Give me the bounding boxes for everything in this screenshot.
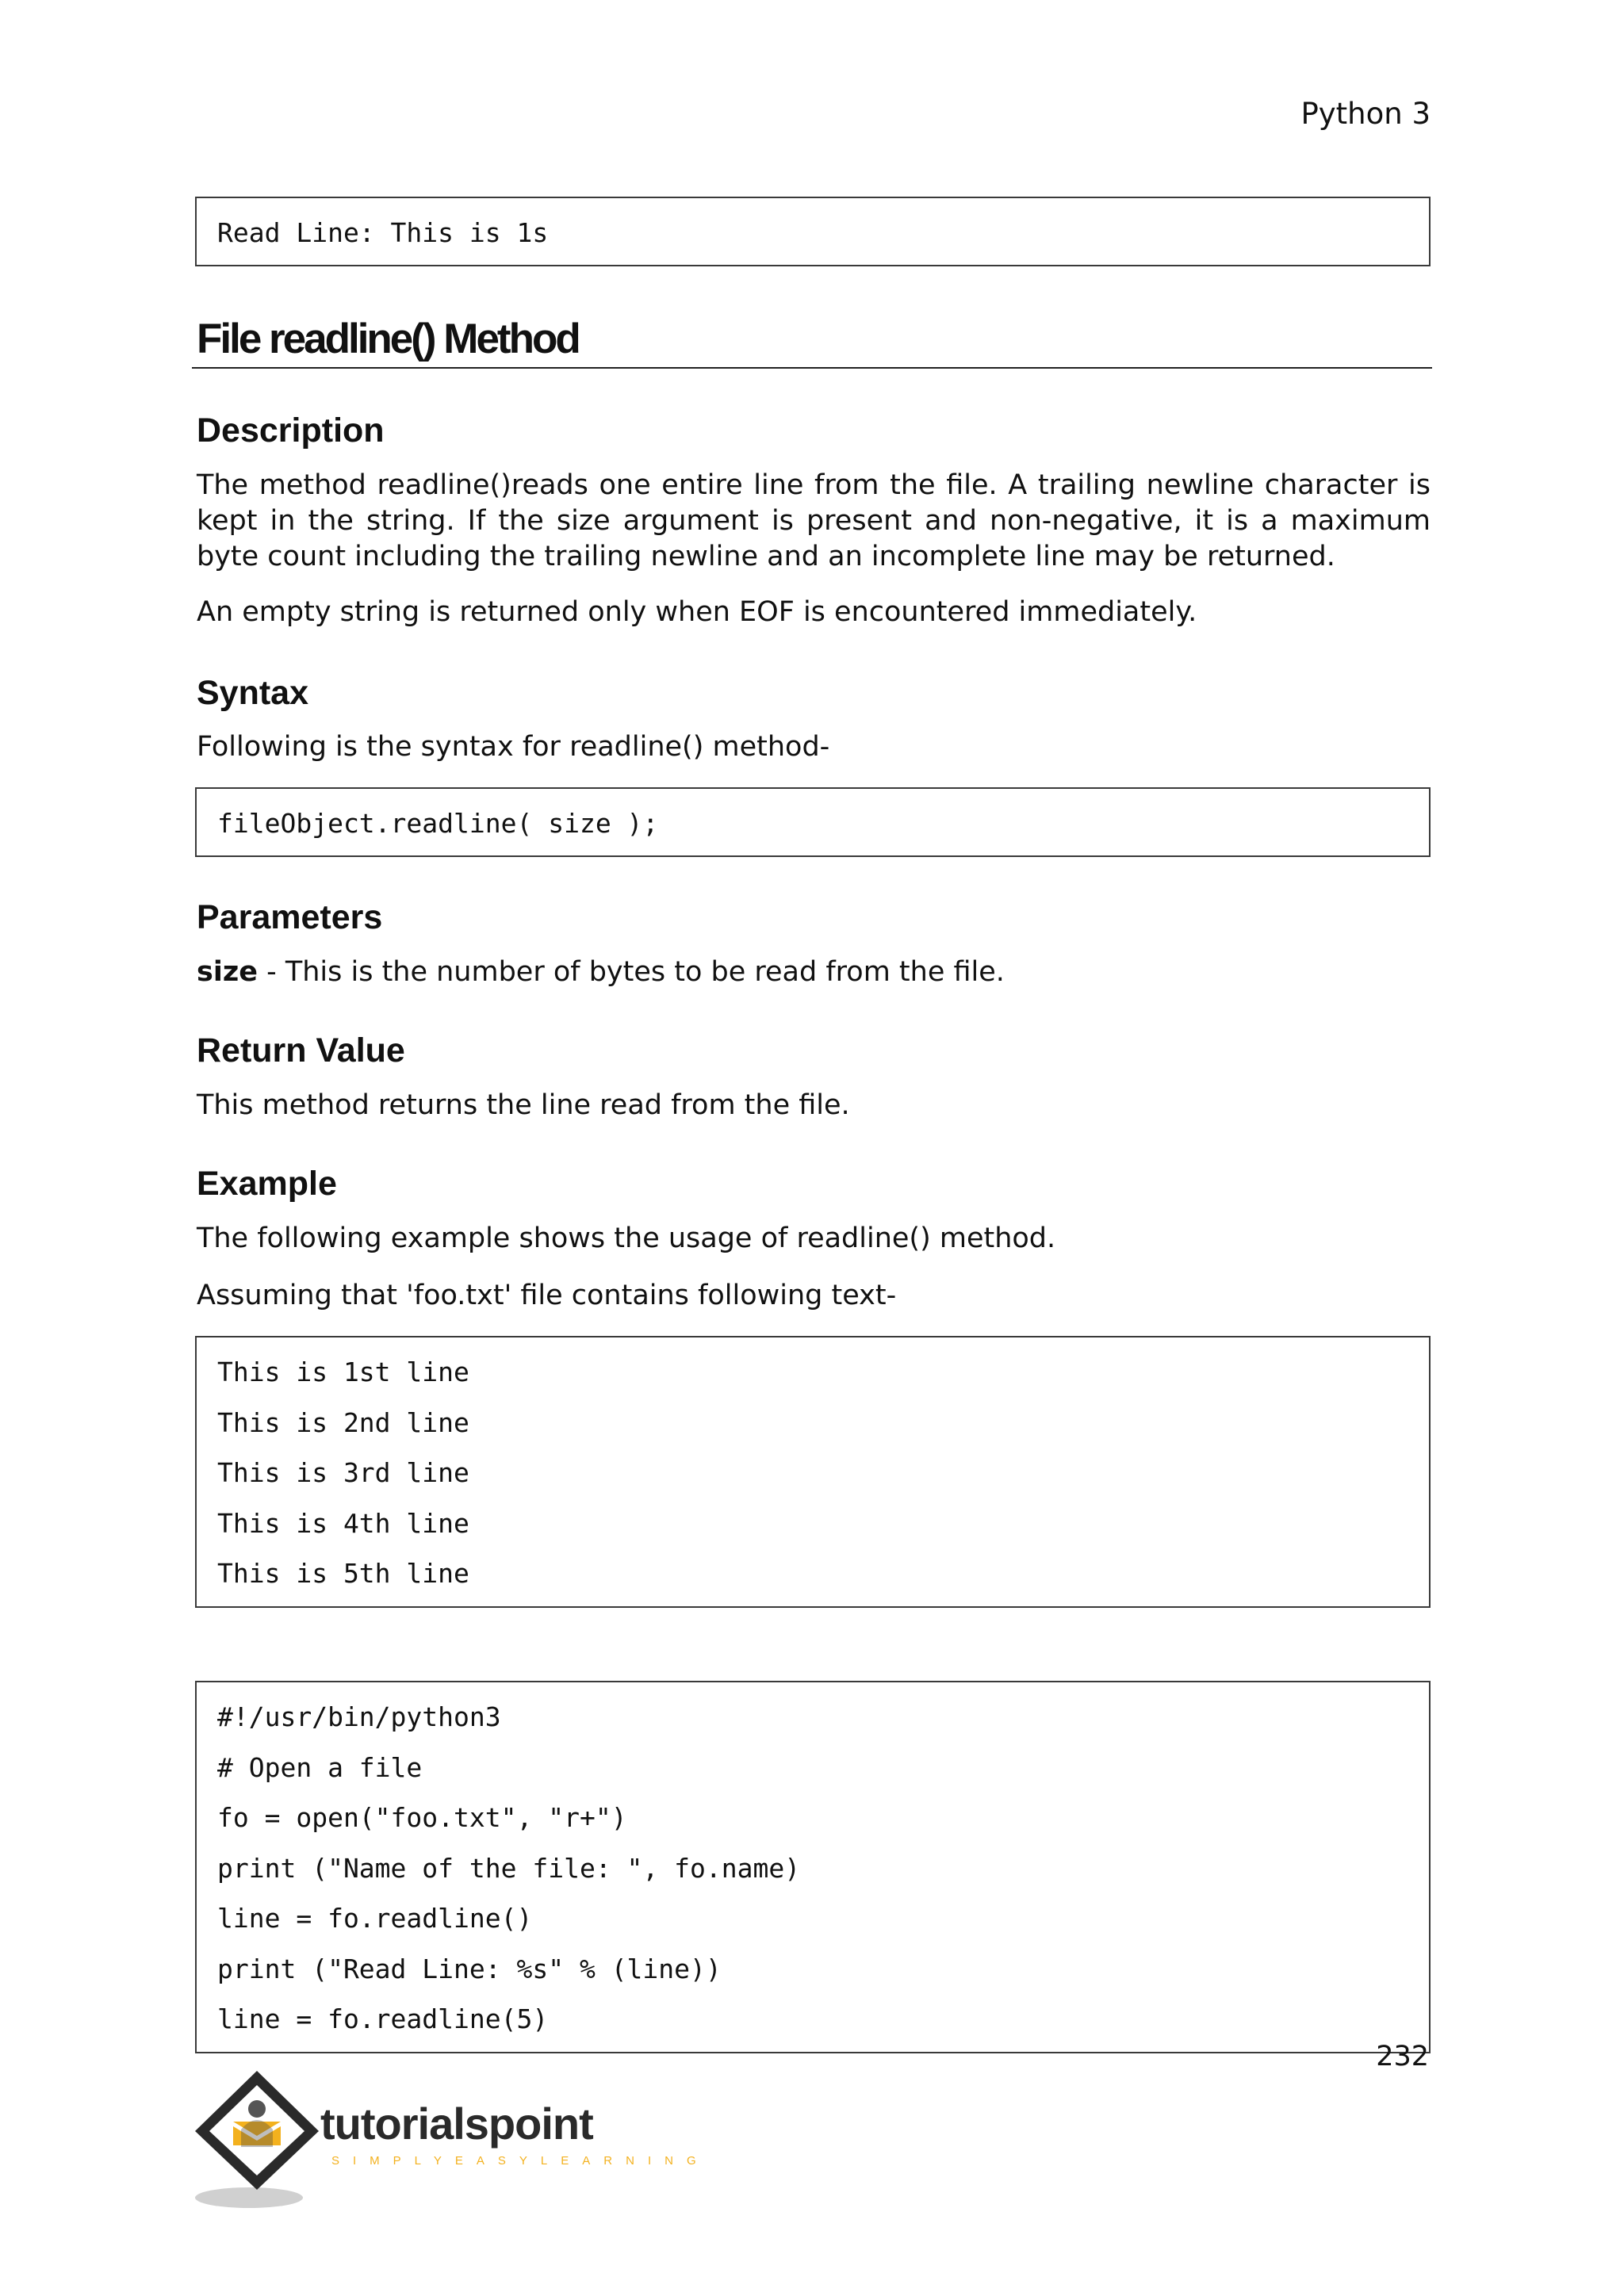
- code-line: line = fo.readline(): [217, 1903, 533, 1934]
- logo-shadow: [195, 2187, 303, 2208]
- page-number: 232: [1376, 2041, 1429, 2072]
- tutorialspoint-logo: [193, 2069, 710, 2212]
- file-contents-block: [195, 1336, 1431, 1608]
- syntax-heading: Syntax: [197, 674, 309, 712]
- code-line: # Open a file: [217, 1752, 423, 1783]
- example-intro-1: The following example shows the usage of readline() method.: [197, 1223, 1056, 1254]
- section-title: File readline() Method: [197, 316, 579, 362]
- description-para-1: The method readline()reads one entire line from the file. A trailing newline character is kept in the string. If the size argument is present and non-negative, it is a maximum byte count including the trailing newline and an incomplete line may be returned.: [197, 469, 1431, 572]
- file-line: This is 5th line: [217, 1558, 469, 1589]
- syntax-code-block: [195, 787, 1431, 857]
- logo-brand: tutorialspoint: [320, 2099, 593, 2149]
- file-line: This is 4th line: [217, 1508, 469, 1539]
- header-title: Python 3: [1300, 97, 1431, 131]
- diamond-icon: [195, 2071, 319, 2190]
- file-line: This is 2nd line: [217, 1407, 469, 1438]
- code-line: #!/usr/bin/python3: [217, 1701, 501, 1732]
- syntax-intro: Following is the syntax for readline() method-: [197, 731, 830, 763]
- code-line: Read Line: This is 1s: [217, 217, 549, 248]
- section-rule: [192, 367, 1432, 369]
- file-line: This is 1st line: [217, 1357, 469, 1387]
- code-line: print ("Name of the file: ", fo.name): [217, 1853, 801, 1884]
- example-intro-2: Assuming that 'foo.txt' file contains following text-: [197, 1280, 897, 1311]
- parameter-description: - This is the number of bytes to be read from the file.: [257, 956, 1005, 988]
- file-line: This is 3rd line: [217, 1457, 469, 1488]
- return-value-heading: Return Value: [197, 1031, 405, 1070]
- parameters-heading: Parameters: [197, 898, 383, 936]
- return-value-text: This method returns the line read from the file.: [197, 1089, 850, 1121]
- code-line: fileObject.readline( size );: [217, 808, 659, 839]
- parameter-name: size: [197, 956, 258, 988]
- top-code-block: [195, 197, 1431, 266]
- parameters-text: [197, 955, 1431, 990]
- code-line: fo = open("foo.txt", "r+"): [217, 1802, 627, 1833]
- logo-tagline: SIMPLYEASYLEARNING: [331, 2154, 710, 2168]
- description-heading: Description: [197, 411, 385, 450]
- code-line: print ("Read Line: %s" % (line)): [217, 1954, 722, 1984]
- example-code-block: [195, 1681, 1431, 2053]
- code-line: line = fo.readline(5): [217, 2003, 549, 2034]
- example-heading: Example: [197, 1165, 337, 1203]
- description-para-2: An empty string is returned only when EOF is encountered immediately.: [197, 596, 1197, 628]
